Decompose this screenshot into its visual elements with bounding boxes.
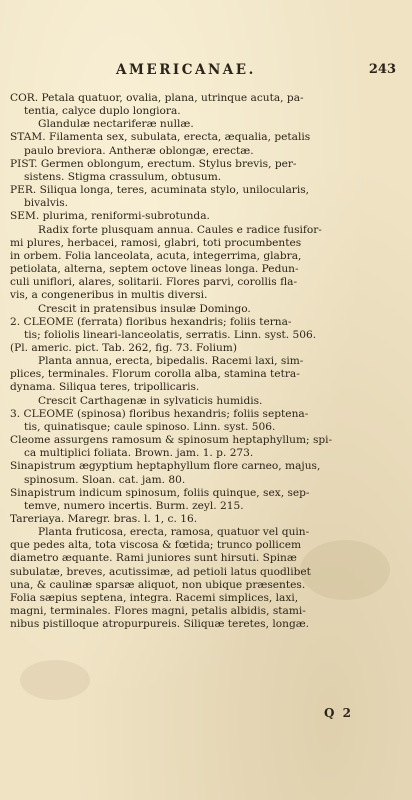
text-line: mi plures, herbacei, ramosi, glabri, toti procumbentes [10, 236, 302, 249]
text-line: Radix forte plusquam annua. Caules e radice fusifor- [38, 223, 322, 236]
text-line: (Pl. americ. pict. Tab. 262, fig. 73. Folium) [10, 341, 237, 354]
page-number: 243 [368, 62, 396, 77]
text-line: spinosum. Sloan. cat. jam. 80. [24, 473, 186, 486]
text-line: COR. Petala quatuor, ovalia, plana, utrinque acuta, pa- [10, 92, 304, 104]
text-line: tentia, calyce duplo longiora. [24, 105, 181, 118]
text-line: Planta annua, erecta, bipedalis. Racemi laxi, sim- [38, 355, 304, 368]
text-line: nibus pistilloque atropurpureis. Siliquæ teretes, longæ. [10, 618, 310, 631]
text-line: Folia sæpius septena, integra. Racemi simplices, laxi, [10, 591, 299, 604]
text-line: Sinapistrum indicum spinosum, foliis quinque, sex, sep- [10, 486, 310, 499]
text-line: diametro æquante. Rami juniores sunt hirsuti. Spinæ [10, 552, 297, 565]
text-line: tis; foliolis lineari-lanceolatis, serratis. Linn. syst. 506. [24, 328, 317, 341]
text-line: que pedes alta, tota viscosa & fœtida; trunco pollicem [10, 539, 302, 552]
text-line: dynama. Siliqua teres, tripollicaris. [10, 381, 200, 394]
text-line: tis, quinatisque; caule spinoso. Linn. syst. 506. [24, 420, 276, 433]
text-line: vis, a congeneribus in multis diversi. [10, 289, 208, 302]
text-line: in orbem. Folia lanceolata, acuta, integerrima, glabra, [10, 249, 302, 262]
text-line: petiolata, alterna, septem octove lineas longa. Pedun- [10, 263, 299, 276]
text-line: sistens. Stigma crassulum, obtusum. [24, 170, 222, 183]
text-line: PER. Siliqua longa, teres, acuminata stylo, unilocularis, [10, 184, 310, 197]
body-text [10, 92, 402, 631]
paper-stain [20, 660, 90, 700]
text-line: magni, terminales. Flores magni, petalis albidis, stami- [10, 605, 306, 618]
text-line: culi uniflori, alares, solitarii. Flores parvi, corollis fla- [10, 276, 298, 289]
text-line: una, & caulinæ sparsæ aliquot, non ubique præsentes. [10, 578, 306, 591]
text-line: Cleome assurgens ramosum & spinosum heptaphyllum; spi- [10, 434, 333, 447]
text-line: Glandulæ nectariferæ nullæ. [38, 118, 194, 131]
text-line: 2. CLEOME (ferrata) floribus hexandris; foliis terna- [10, 315, 292, 328]
text-line: 3. CLEOME (spinosa) floribus hexandris; foliis septena- [10, 407, 309, 420]
signature-mark: Q 2 [324, 706, 353, 720]
running-title: AMERICANAE. [116, 62, 256, 78]
running-head [0, 62, 412, 82]
text-line: bivalvis. [24, 197, 69, 210]
text-line: Crescit Carthagenæ in sylvaticis humidis. [38, 394, 263, 407]
text-line: SEM. plurima, reniformi-subrotunda. [10, 210, 210, 223]
text-line: paulo breviora. Antheræ oblongæ, erectæ. [24, 144, 254, 157]
text-line: PIST. Germen oblongum, erectum. Stylus brevis, per- [10, 157, 297, 170]
text-line: Crescit in pratensibus insulæ Domingo. [38, 302, 251, 315]
text-line: temve, numero incertis. Burm. zeyl. 215. [24, 499, 244, 512]
text-line: Planta fruticosa, erecta, ramosa, quatuor vel quin- [38, 526, 310, 539]
text-line: plices, terminales. Florum corolla alba, stamina tetra- [10, 368, 300, 381]
text-line: Sinapistrum ægyptium heptaphyllum flore carneo, majus, [10, 460, 321, 473]
text-line: STAM. Filamenta sex, subulata, erecta, æqualia, petalis [10, 131, 311, 144]
text-line: Tareriaya. Maregr. bras. l. 1, c. 16. [10, 513, 198, 525]
text-line: subulatæ, breves, acutissimæ, ad petioli latus quodlibet [10, 565, 311, 578]
text-line: ca multiplici foliata. Brown. jam. 1. p. 273. [24, 447, 254, 460]
